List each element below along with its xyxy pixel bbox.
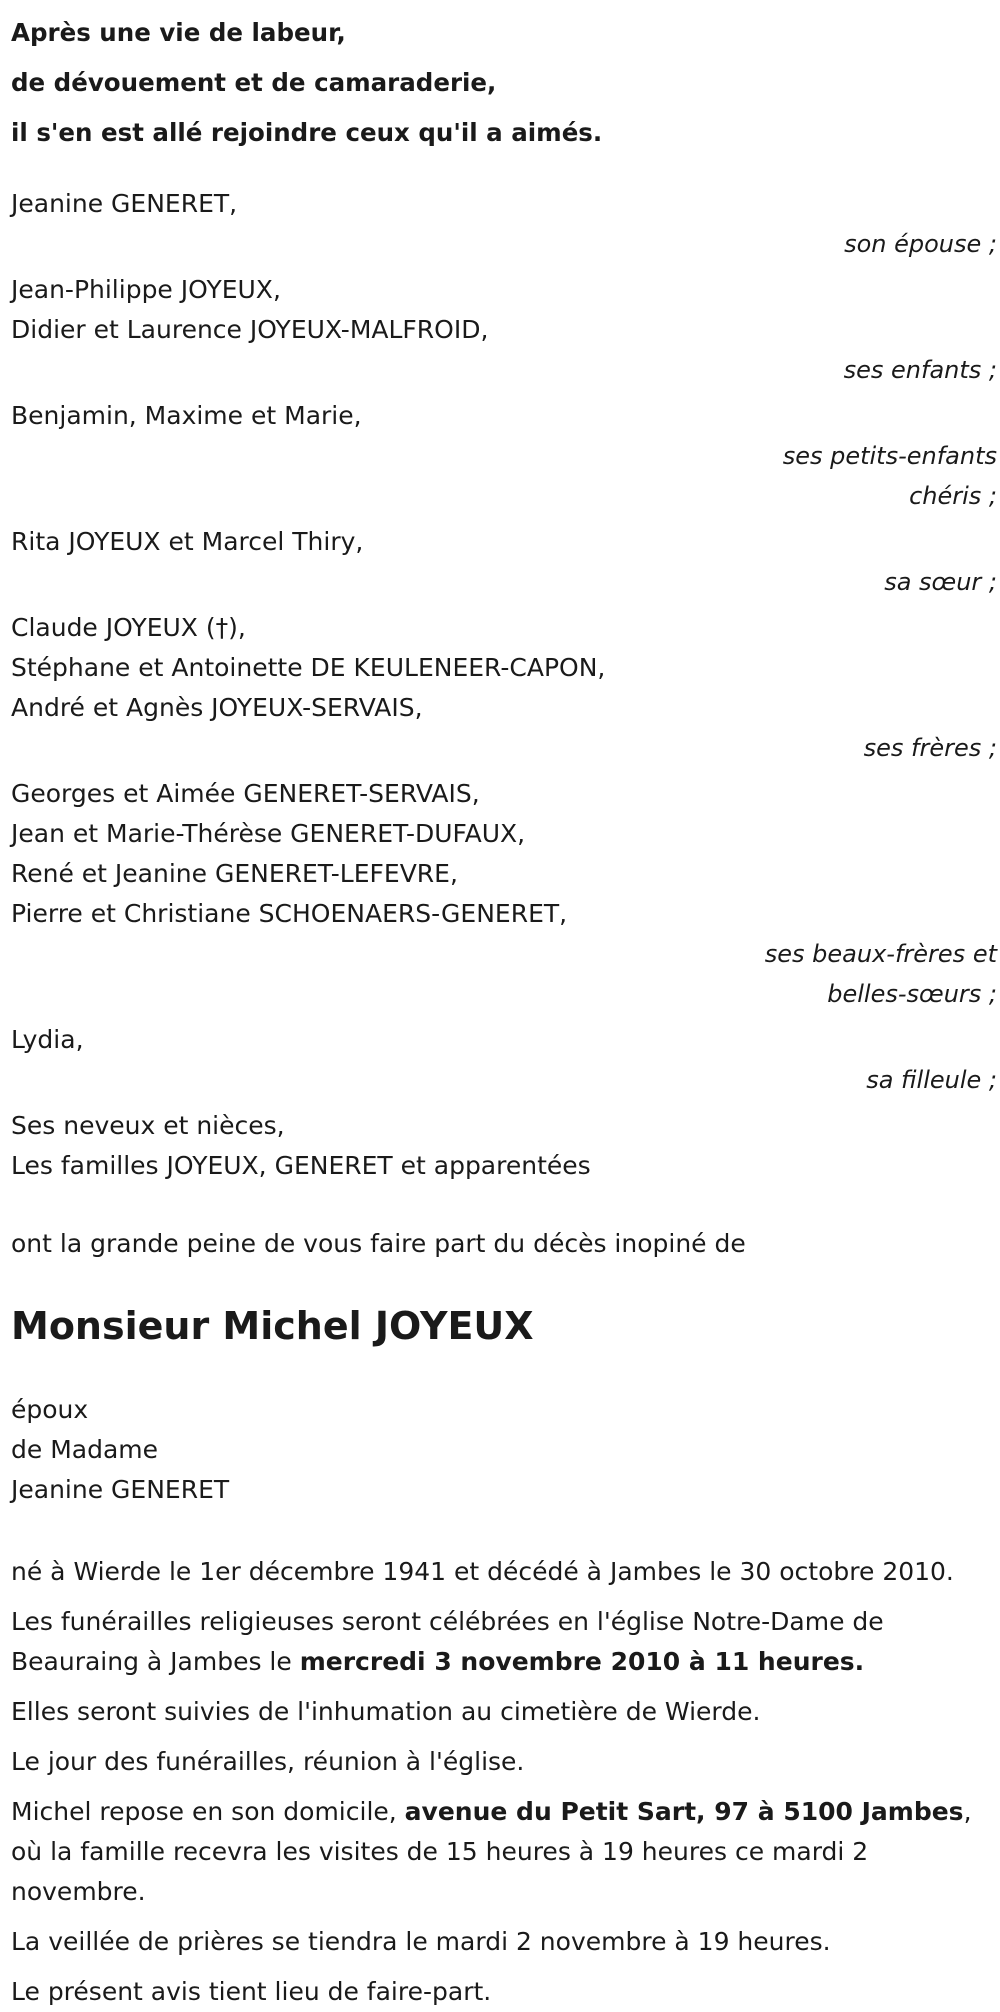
meeting-paragraph: Le jour des funérailles, réunion à l'église.	[11, 1747, 525, 1776]
family-group	[11, 522, 997, 602]
visitation-address: avenue du Petit Sart, 97 à 5100 Jambes	[404, 1797, 964, 1826]
family-name-line: Didier et Laurence JOYEUX-MALFROID,	[11, 315, 489, 344]
family-role: sa sœur ;	[884, 568, 997, 596]
family-role: sa filleule ;	[866, 1066, 997, 1094]
intro-line: Après une vie de labeur,	[11, 18, 346, 47]
funeral-text: Les funérailles religieuses seront célébrées en l'église Notre-Dame de Beauraing à Jambes le	[11, 1607, 884, 1676]
family-role: ses frères ;	[863, 734, 997, 762]
family-group	[11, 184, 997, 264]
family-group	[11, 396, 997, 516]
family-group	[11, 270, 997, 390]
family-role: ses petits-enfants	[782, 442, 997, 470]
family-role: chéris ;	[909, 482, 997, 510]
announcement: ont la grande peine de vous faire part du décès inopiné de	[11, 1229, 746, 1258]
visitation-text-before: Michel repose en son domicile,	[11, 1797, 405, 1826]
family-name-line: Stéphane et Antoinette DE KEULENEER-CAPON,	[11, 653, 606, 682]
closing-paragraph: Le présent avis tient lieu de faire-part.	[11, 1977, 492, 2006]
spouse-line: de Madame	[11, 1435, 159, 1464]
family-group	[11, 1106, 997, 1186]
family-group	[11, 774, 997, 1014]
obituary-page	[0, 8, 1000, 2012]
family-name-line: René et Jeanine GENERET-LEFEVRE,	[11, 859, 458, 888]
burial-paragraph: Elles seront suivies de l'inhumation au cimetière de Wierde.	[11, 1697, 761, 1726]
family-name-line: Claude JOYEUX (†),	[11, 613, 246, 642]
vigil-paragraph: La veillée de prières se tiendra le mardi 2 novembre à 19 heures.	[11, 1927, 831, 1956]
family-name-line: Pierre et Christiane SCHOENAERS-GENERET,	[11, 899, 568, 928]
family-role: belles-sœurs ;	[827, 980, 997, 1008]
family-name-line: Rita JOYEUX et Marcel Thiry,	[11, 527, 364, 556]
family-group	[11, 608, 997, 768]
family-name-line: Jeanine GENERET,	[11, 189, 238, 218]
family-role: ses enfants ;	[843, 356, 997, 384]
spouse-line: époux	[11, 1395, 89, 1424]
intro-line: il s'en est allé rejoindre ceux qu'il a aimés.	[11, 118, 603, 147]
family-name-line: Jean et Marie-Thérèse GENERET-DUFAUX,	[11, 819, 526, 848]
funeral-date: mercredi 3 novembre 2010 à 11 heures.	[299, 1647, 865, 1676]
obituary-content	[11, 8, 997, 2012]
intro-line: de dévouement et de camaraderie,	[11, 68, 497, 97]
visitation-text-after: , où la famille recevra les visites de 15 heures à 19 heures ce mardi 2 novembre.	[11, 1797, 972, 1906]
family-list	[11, 184, 997, 1186]
deceased-name: Monsieur Michel JOYEUX	[11, 1304, 534, 1348]
family-name-line: Georges et Aimée GENERET-SERVAIS,	[11, 779, 480, 808]
visitation-paragraph	[11, 1792, 997, 1912]
family-name-line: André et Agnès JOYEUX-SERVAIS,	[11, 693, 423, 722]
birth-death-paragraph: né à Wierde le 1er décembre 1941 et décédé à Jambes le 30 octobre 2010.	[11, 1557, 954, 1586]
family-role: ses beaux-frères et	[764, 940, 997, 968]
funeral-paragraph	[11, 1602, 997, 1682]
family-name-line: Lydia,	[11, 1025, 84, 1054]
spouse-line: Jeanine GENERET	[11, 1475, 230, 1504]
intro-verse	[11, 8, 997, 158]
family-role: son épouse ;	[844, 230, 997, 258]
spouse-block	[11, 1390, 997, 1510]
family-name-line: Ses neveux et nièces,	[11, 1111, 285, 1140]
family-name-line: Les familles JOYEUX, GENERET et apparentées	[11, 1151, 591, 1180]
family-name-line: Benjamin, Maxime et Marie,	[11, 401, 362, 430]
family-group	[11, 1020, 997, 1100]
family-name-line: Jean-Philippe JOYEUX,	[11, 275, 281, 304]
